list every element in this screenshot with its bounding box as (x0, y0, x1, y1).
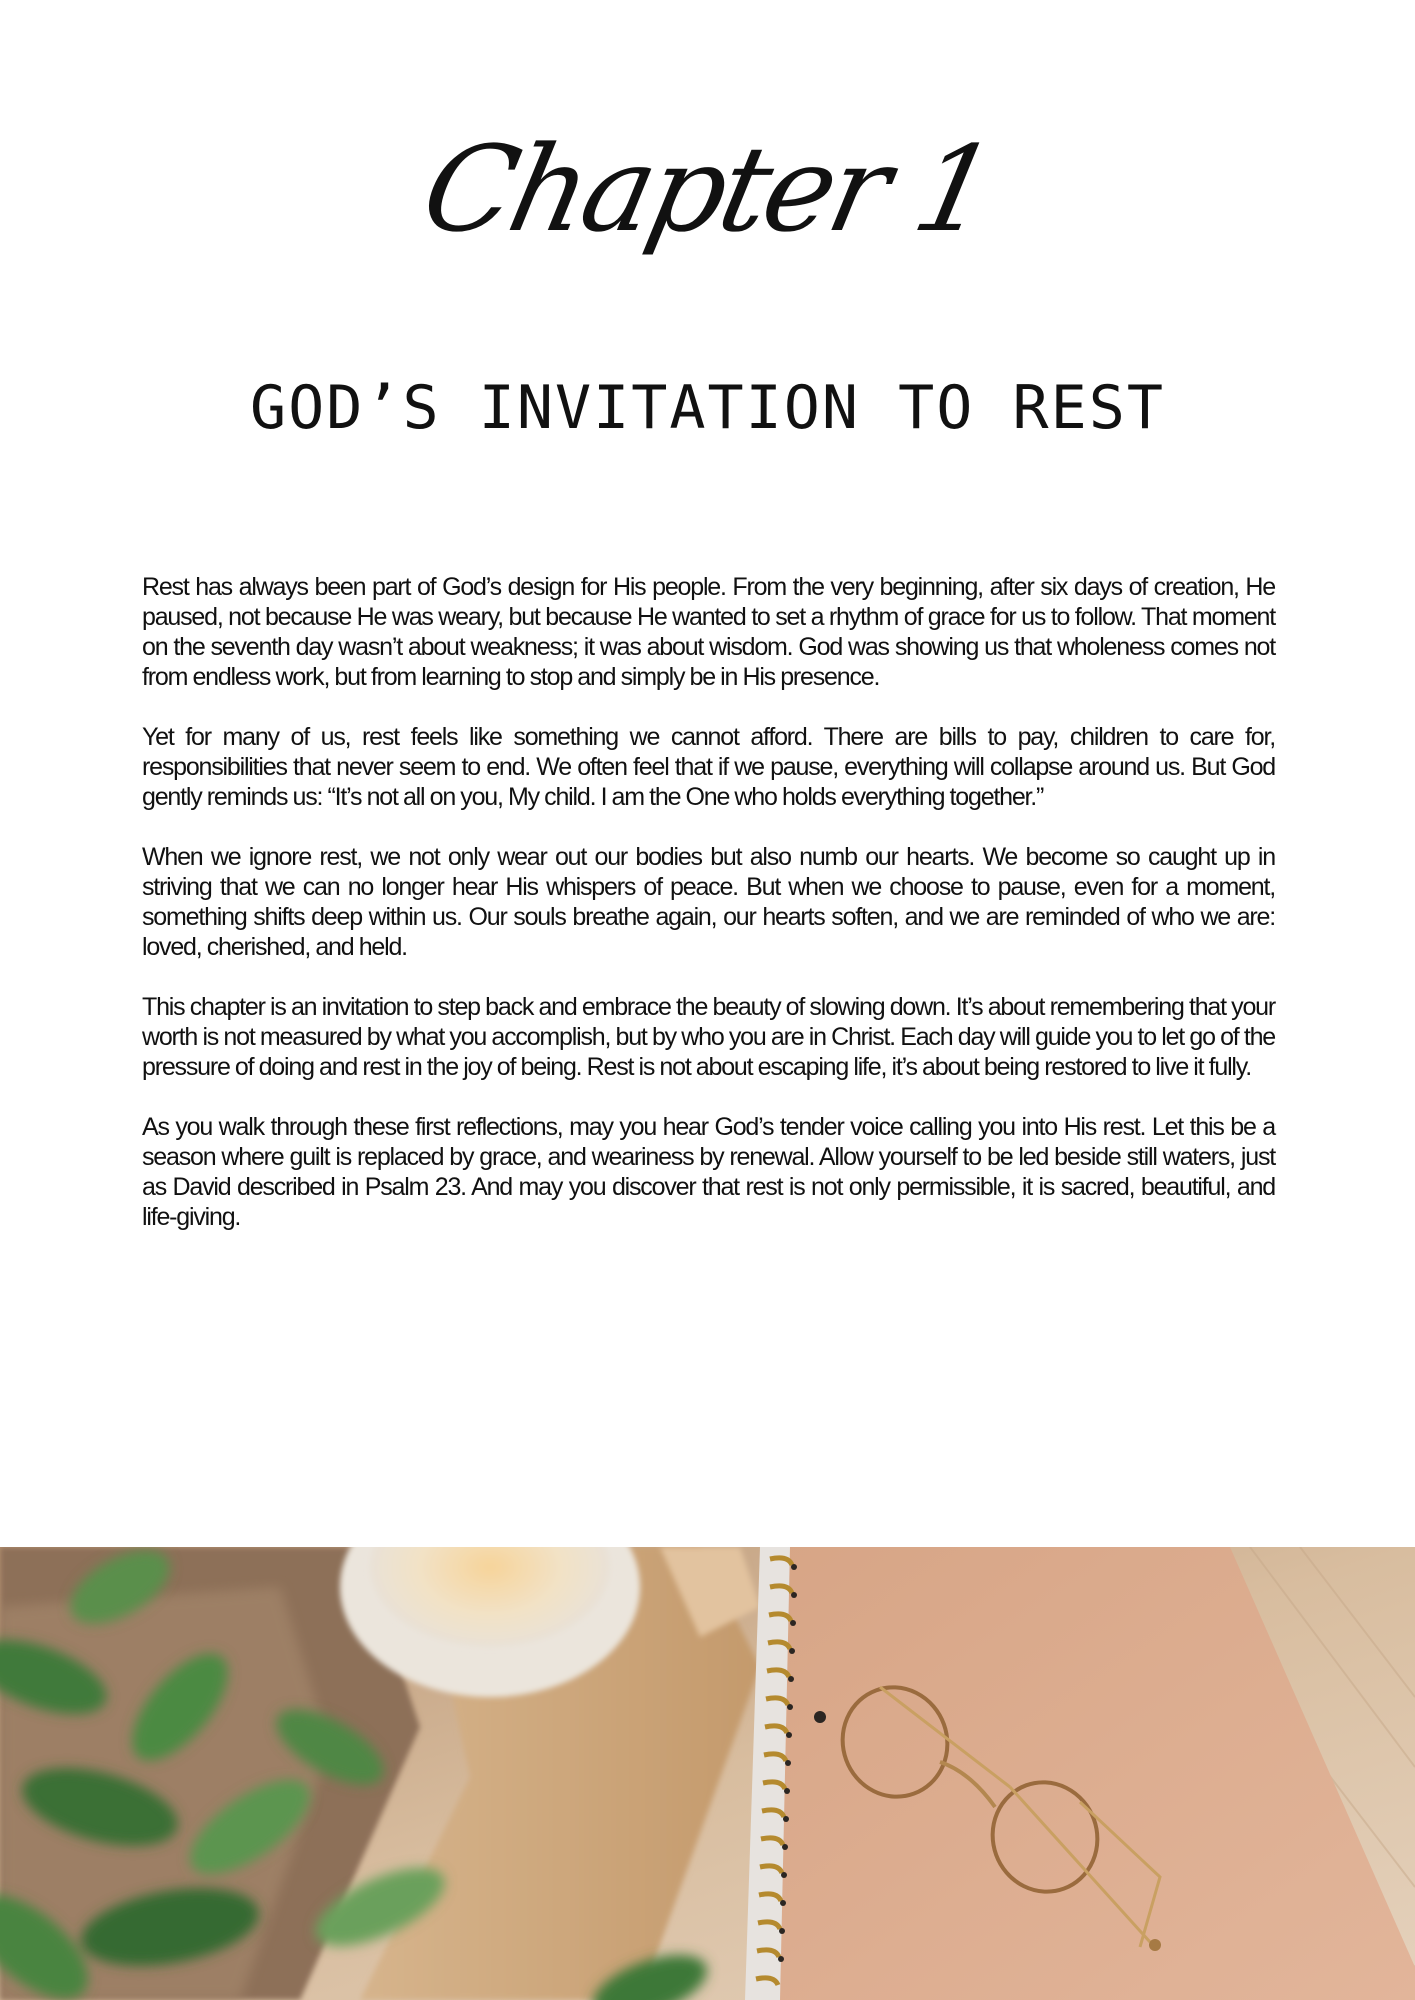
body-paragraph-2: Yet for many of us, rest feels like something we cannot afford. There are bills to pay, children to care for, responsibilities that never seem to end. We often feel that if we pause, everything will collapse around us. But God gently reminds us: “It’s not all on you, My child. I am the One who holds everything together.” (142, 723, 1275, 811)
chapter-heading: Chapter 1 (411, 120, 1004, 258)
chapter-body (142, 572, 1275, 1262)
body-paragraph-5: As you walk through these first reflections, may you hear God’s tender voice calling you into His rest. Let this be a season where guilt is replaced by grace, and weariness by renewal. Allow yourself to be led beside still waters, just as David described in Psalm 23. And may you discover that rest is not only permissible, it is sacred, beautiful, and life-giving. (142, 1113, 1275, 1231)
body-paragraph-3: When we ignore rest, we not only wear out our bodies but also numb our hearts. We become so caught up in striving that we can no longer hear His whispers of peace. But when we choose to pause, even for a moment, something shifts deep within us. Our souls breathe again, our hearts soften, and we are reminded of who we are: loved, cherished, and held. (142, 843, 1275, 961)
body-paragraph-4: This chapter is an invitation to step back and embrace the beauty of slowing down. It’s about remembering that your worth is not measured by what you accomplish, but by who you are in Christ. Each day will guide you to let go of the pressure of doing and rest in the joy of being. Rest is not about escaping life, it’s about being restored to live it fully. (142, 993, 1275, 1081)
body-paragraph-1: Rest has always been part of God’s design for His people. From the very beginning, after six days of creation, He paused, not because He was weary, but because He wanted to set a rhythm of grace for us to follow. That moment on the seventh day wasn’t about weakness; it was about wisdom. God was showing us that wholeness comes not from endless work, but from learning to stop and simply be in His presence. (142, 573, 1275, 691)
desk-flatlay-photo (0, 1547, 1415, 2000)
chapter-title: GOD’S INVITATION TO REST (250, 373, 1165, 443)
